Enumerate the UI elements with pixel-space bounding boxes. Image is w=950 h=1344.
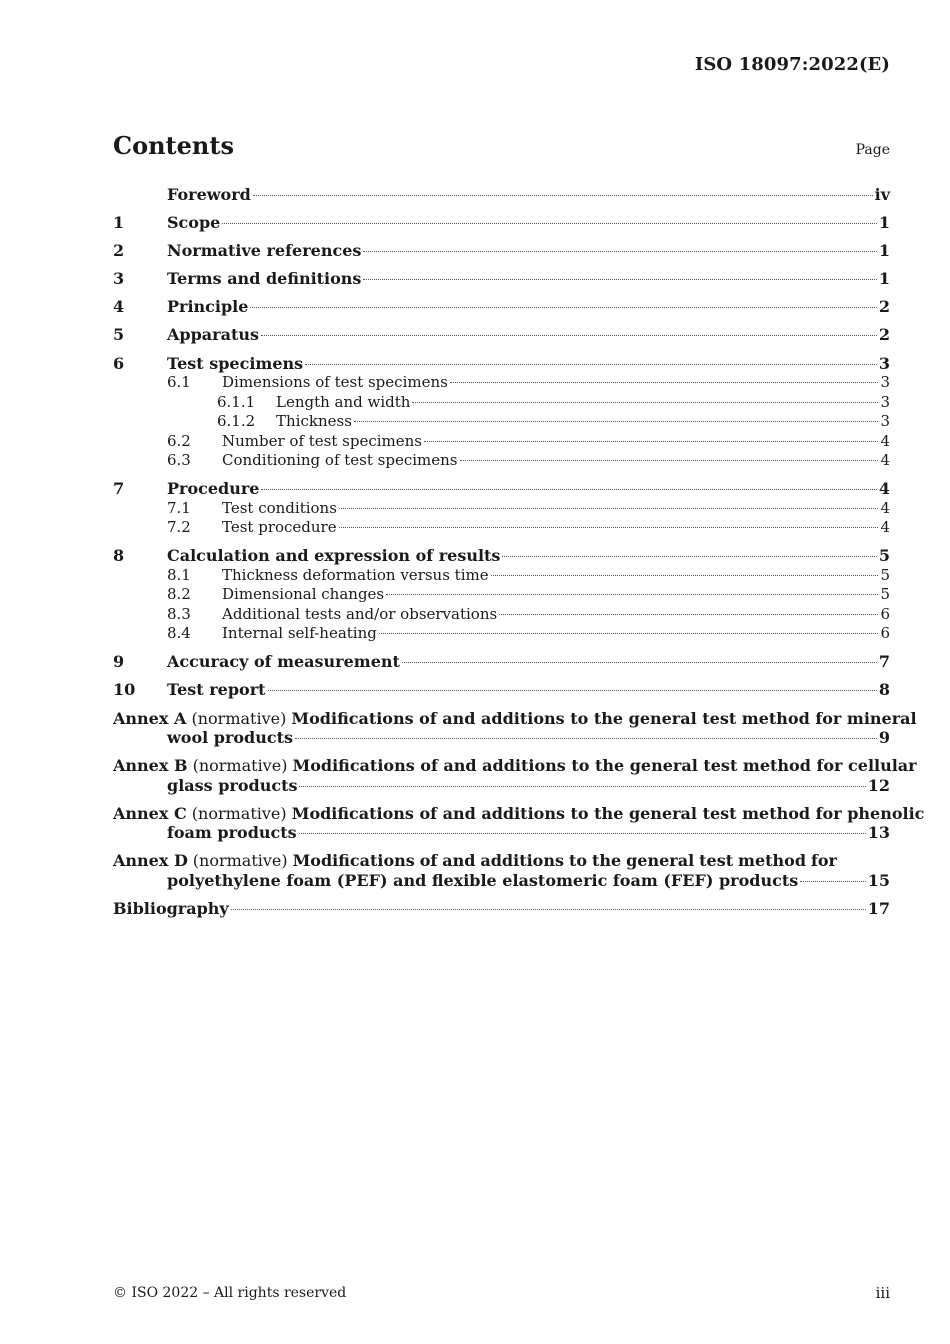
annex-label: Annex B — [113, 756, 188, 776]
toc-entry-title: Test conditions — [222, 498, 337, 517]
toc-entry-number: 8.4 — [167, 624, 191, 643]
toc-leader-dots — [261, 335, 877, 336]
toc-entry-title: Thickness — [276, 412, 352, 431]
toc-entry-title: Internal self-heating — [222, 624, 377, 643]
page-column-label: Page — [855, 142, 890, 158]
toc-entry-number: 6.2 — [167, 431, 191, 450]
toc-leader-dots — [363, 251, 876, 252]
toc-entry[interactable] — [113, 393, 890, 413]
toc-entry-title: Apparatus — [167, 325, 259, 345]
toc-entry[interactable] — [113, 585, 890, 605]
toc-entry-title: Principle — [167, 297, 249, 317]
toc-entry[interactable] — [113, 566, 890, 586]
document-id: ISO 18097:2022(E) — [694, 54, 890, 75]
annex-title-line2: wool products — [167, 728, 294, 748]
toc-annex-entry[interactable] — [113, 803, 925, 843]
toc-leader-dots — [402, 662, 877, 663]
copyright-notice: © ISO 2022 – All rights reserved — [113, 1285, 347, 1301]
toc-leader-dots — [261, 489, 876, 490]
toc-leader-dots — [386, 594, 878, 595]
toc-entry[interactable] — [113, 652, 890, 672]
toc-entry-title: Dimensional changes — [222, 585, 385, 604]
annex-title-line2: foam products — [167, 823, 297, 843]
toc-annex-entry[interactable] — [113, 756, 917, 795]
toc-entry-page: 12 — [867, 775, 890, 795]
toc-leader-dots — [460, 460, 879, 461]
toc-leader-dots — [339, 508, 879, 509]
toc-annex-line2 — [113, 823, 890, 843]
toc-entry-title: Dimensions of test specimens — [222, 373, 448, 392]
toc-annex-line2 — [113, 871, 890, 891]
toc-annex-line2 — [113, 776, 890, 796]
annex-title-word: additions — [480, 851, 564, 871]
annex-title-word: general — [626, 851, 695, 871]
annex-title-word: Modifications — [292, 851, 415, 871]
annex-title-word: and — [442, 851, 476, 871]
annex-title-word: the — [591, 851, 622, 871]
toc-entry-number: 6.3 — [167, 451, 191, 470]
toc-entry-page: 6 — [880, 604, 890, 623]
toc-entry[interactable] — [113, 325, 890, 345]
toc-leader-dots — [295, 738, 877, 739]
toc-leader-dots — [379, 633, 879, 634]
toc-leader-dots — [502, 556, 876, 557]
toc-entry-page: 8 — [878, 680, 890, 700]
toc-entry-page: 13 — [867, 823, 890, 843]
toc-entry-title: Scope — [167, 213, 221, 233]
toc-leader-dots — [299, 786, 865, 787]
toc-entry-page: 4 — [880, 431, 890, 450]
toc-annex-entry[interactable] — [113, 851, 890, 890]
toc-leader-dots — [339, 527, 879, 528]
toc-annex-line1 — [113, 803, 925, 824]
toc-entry[interactable] — [113, 185, 890, 205]
toc-entry-number: 7 — [113, 479, 125, 499]
toc-entry-page: 5 — [880, 585, 890, 604]
toc-entry-title: Procedure — [167, 479, 260, 499]
annex-label: Annex A — [113, 708, 187, 728]
toc-entry-page: 3 — [880, 392, 890, 411]
annex-title-line1: Modifications of and additions to the general test method for mineral — [291, 708, 917, 728]
toc-entry-page: 17 — [867, 898, 890, 918]
toc-entry-number: 2 — [113, 241, 125, 261]
toc-entry-title: Number of test specimens — [222, 431, 423, 450]
toc-entry-title: Bibliography — [113, 898, 229, 918]
toc-entry-page: 2 — [878, 297, 890, 317]
toc-entry[interactable] — [113, 412, 890, 432]
toc-entry-number: 8.3 — [167, 604, 191, 623]
toc-entry-title: Thickness deformation versus time — [222, 565, 489, 584]
toc-entry-page: 7 — [878, 652, 890, 672]
toc-annex-line1 — [113, 851, 837, 871]
page-number: iii — [875, 1284, 890, 1302]
toc-entry[interactable] — [113, 605, 890, 625]
toc-leader-dots — [222, 223, 877, 224]
toc-entry-page: iv — [874, 185, 890, 204]
annex-title-word: method — [738, 851, 807, 871]
toc-entry-title: Additional tests and/or observations — [222, 604, 498, 623]
annex-title-word: for — [811, 851, 837, 871]
toc-leader-dots — [231, 909, 866, 910]
toc-leader-dots — [305, 364, 877, 365]
annex-title-line2: polyethylene foam (PEF) and flexible elastomeric foam (FEF) products — [167, 870, 799, 890]
toc-entry-number: 8 — [113, 546, 125, 566]
toc-leader-dots — [250, 307, 876, 308]
toc-entry[interactable] — [113, 213, 890, 233]
toc-entry-page: 5 — [880, 565, 890, 584]
annex-type: (normative) — [192, 756, 288, 776]
toc-entry-number: 3 — [113, 269, 125, 289]
toc-leader-dots — [800, 881, 866, 882]
toc-entry[interactable] — [113, 297, 890, 317]
toc-entry-number: 5 — [113, 325, 125, 345]
toc-entry-number: 6 — [113, 353, 125, 373]
toc-entry-title: Calculation and expression of results — [167, 546, 501, 566]
toc-entry-number: 9 — [113, 652, 125, 672]
toc-entry-number: 4 — [113, 297, 125, 317]
toc-entry-title: Terms and definitions — [167, 269, 362, 289]
toc-entry-page: 6 — [880, 624, 890, 643]
toc-entry-page: 3 — [880, 412, 890, 431]
toc-entry-number: 8.2 — [167, 585, 191, 604]
toc-entry[interactable] — [113, 354, 890, 374]
toc-entry-number: 10 — [113, 680, 136, 700]
toc-entry-page: 4 — [880, 498, 890, 517]
annex-title-line1: Modifications of and additions to the general test method for cellular — [292, 756, 917, 776]
toc-leader-dots — [424, 441, 878, 442]
toc-entry-title: Conditioning of test specimens — [222, 451, 458, 470]
toc-entry[interactable] — [113, 546, 890, 566]
toc-leader-dots — [450, 382, 879, 383]
toc-leader-dots — [491, 575, 879, 576]
toc-entry-page: 3 — [880, 373, 890, 392]
toc-annex-line1 — [113, 756, 917, 776]
toc-entry-title: Normative references — [167, 241, 362, 261]
table-of-contents — [113, 185, 925, 918]
toc-entry-title: Test report — [167, 680, 266, 700]
toc-entry[interactable] — [113, 451, 890, 471]
toc-entry-page: 4 — [880, 518, 890, 537]
annex-label: Annex C — [113, 803, 187, 823]
toc-leader-dots — [412, 402, 878, 403]
toc-leader-dots — [253, 195, 873, 196]
annex-title-line1: Modifications of and additions to the general test method for phenolic — [291, 803, 925, 823]
annex-title-word: of — [419, 851, 438, 871]
toc-entry-number: 6.1.1 — [217, 392, 256, 411]
toc-entry-number: 8.1 — [167, 565, 191, 584]
toc-entry-title: Test specimens — [167, 353, 304, 373]
toc-entry-title: Foreword — [167, 185, 251, 204]
annex-title-line2: glass products — [167, 775, 298, 795]
toc-entry-title: Length and width — [276, 392, 411, 411]
toc-leader-dots — [363, 279, 876, 280]
annex-label: Annex D — [113, 851, 188, 871]
toc-entry[interactable] — [113, 269, 890, 289]
annex-type: (normative) — [192, 851, 288, 871]
toc-entry-page: 3 — [878, 353, 890, 373]
toc-entry[interactable] — [113, 373, 890, 393]
toc-entry-page: 1 — [878, 213, 890, 233]
toc-entry[interactable] — [113, 241, 890, 261]
contents-heading: Contents — [113, 131, 234, 160]
toc-annex-line2 — [113, 728, 890, 748]
toc-entry-title: Test procedure — [222, 518, 337, 537]
toc-entry[interactable] — [113, 624, 890, 644]
toc-entry-page: 9 — [878, 728, 890, 748]
toc-leader-dots — [268, 690, 877, 691]
toc-leader-dots — [354, 421, 879, 422]
toc-leader-dots — [299, 833, 866, 834]
toc-entry-page: 4 — [880, 451, 890, 470]
toc-bibliography-entry[interactable] — [113, 899, 890, 919]
toc-annex-entry[interactable] — [113, 708, 917, 748]
toc-entry-number: 6.1 — [167, 373, 191, 392]
toc-entry-number: 7.2 — [167, 518, 191, 537]
toc-entry-title: Accuracy of measurement — [167, 652, 400, 672]
annex-type: (normative) — [191, 708, 287, 728]
annex-title-word: test — [699, 851, 734, 871]
toc-entry-number: 6.1.2 — [217, 412, 256, 431]
toc-entry-number: 7.1 — [167, 498, 191, 517]
toc-leader-dots — [499, 614, 878, 615]
toc-entry-page: 1 — [878, 241, 890, 261]
toc-entry-page: 15 — [867, 870, 890, 890]
toc-entry[interactable] — [113, 432, 890, 452]
toc-entry[interactable] — [113, 680, 890, 700]
toc-entry[interactable] — [113, 499, 890, 519]
toc-entry[interactable] — [113, 518, 890, 538]
toc-entry[interactable] — [113, 479, 890, 499]
toc-entry-page: 4 — [878, 479, 890, 499]
toc-entry-page: 2 — [878, 325, 890, 345]
toc-annex-line1 — [113, 708, 917, 729]
annex-type: (normative) — [191, 803, 287, 823]
toc-entry-number: 1 — [113, 213, 125, 233]
toc-entry-page: 1 — [878, 269, 890, 289]
toc-entry-page: 5 — [878, 546, 890, 566]
annex-title-word: to — [568, 851, 587, 871]
